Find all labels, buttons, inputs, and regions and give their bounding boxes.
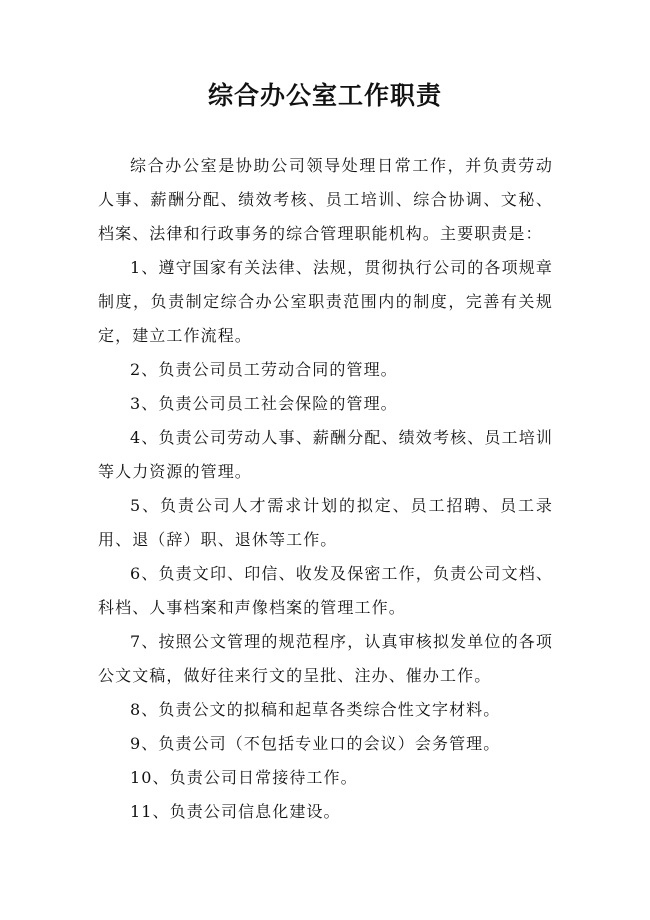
duty-item-8: 8、负责公文的拟稿和起草各类综合性文字材料。 (130, 700, 501, 719)
document-title: 综合办公室工作职责 (207, 81, 442, 110)
duty-item-1: 1、遵守国家有关法律、法规，贯彻执行公司的各项规章制度，负责制定综合办公室职责范围内的制度，完善有关规定，建立工作流程。 (98, 258, 553, 345)
duty-item-9: 9、负责公司（不包括专业口的会议）会务管理。 (130, 734, 501, 753)
duty-item-3: 3、负责公司员工社会保险的管理。 (130, 394, 398, 413)
duty-item-7: 7、按照公文管理的规范程序，认真审核拟发单位的各项公文文稿，做好往来行文的呈批、注办、催办工作。 (98, 632, 553, 685)
document-body (98, 149, 553, 829)
duty-item-4: 4、负责公司劳动人事、薪酬分配、绩效考核、员工培训等人力资源的管理。 (98, 428, 553, 481)
duty-item-11: 11、负责公司信息化建设。 (130, 802, 341, 821)
intro-paragraph: 综合办公室是协助公司领导处理日常工作，并负责劳动人事、薪酬分配、绩效考核、员工培训、综合协调、文秘、档案、法律和行政事务的综合管理职能机构。主要职责是： (98, 156, 553, 243)
duty-item-10: 10、负责公司日常接待工作。 (130, 768, 358, 787)
duty-item-5: 5、负责公司人才需求计划的拟定、员工招聘、员工录用、退（辞）职、退休等工作。 (98, 496, 553, 549)
duty-item-6: 6、负责文印、印信、收发及保密工作，负责公司文档、科档、人事档案和声像档案的管理工作。 (98, 564, 553, 617)
duty-item-2: 2、负责公司员工劳动合同的管理。 (130, 360, 398, 379)
